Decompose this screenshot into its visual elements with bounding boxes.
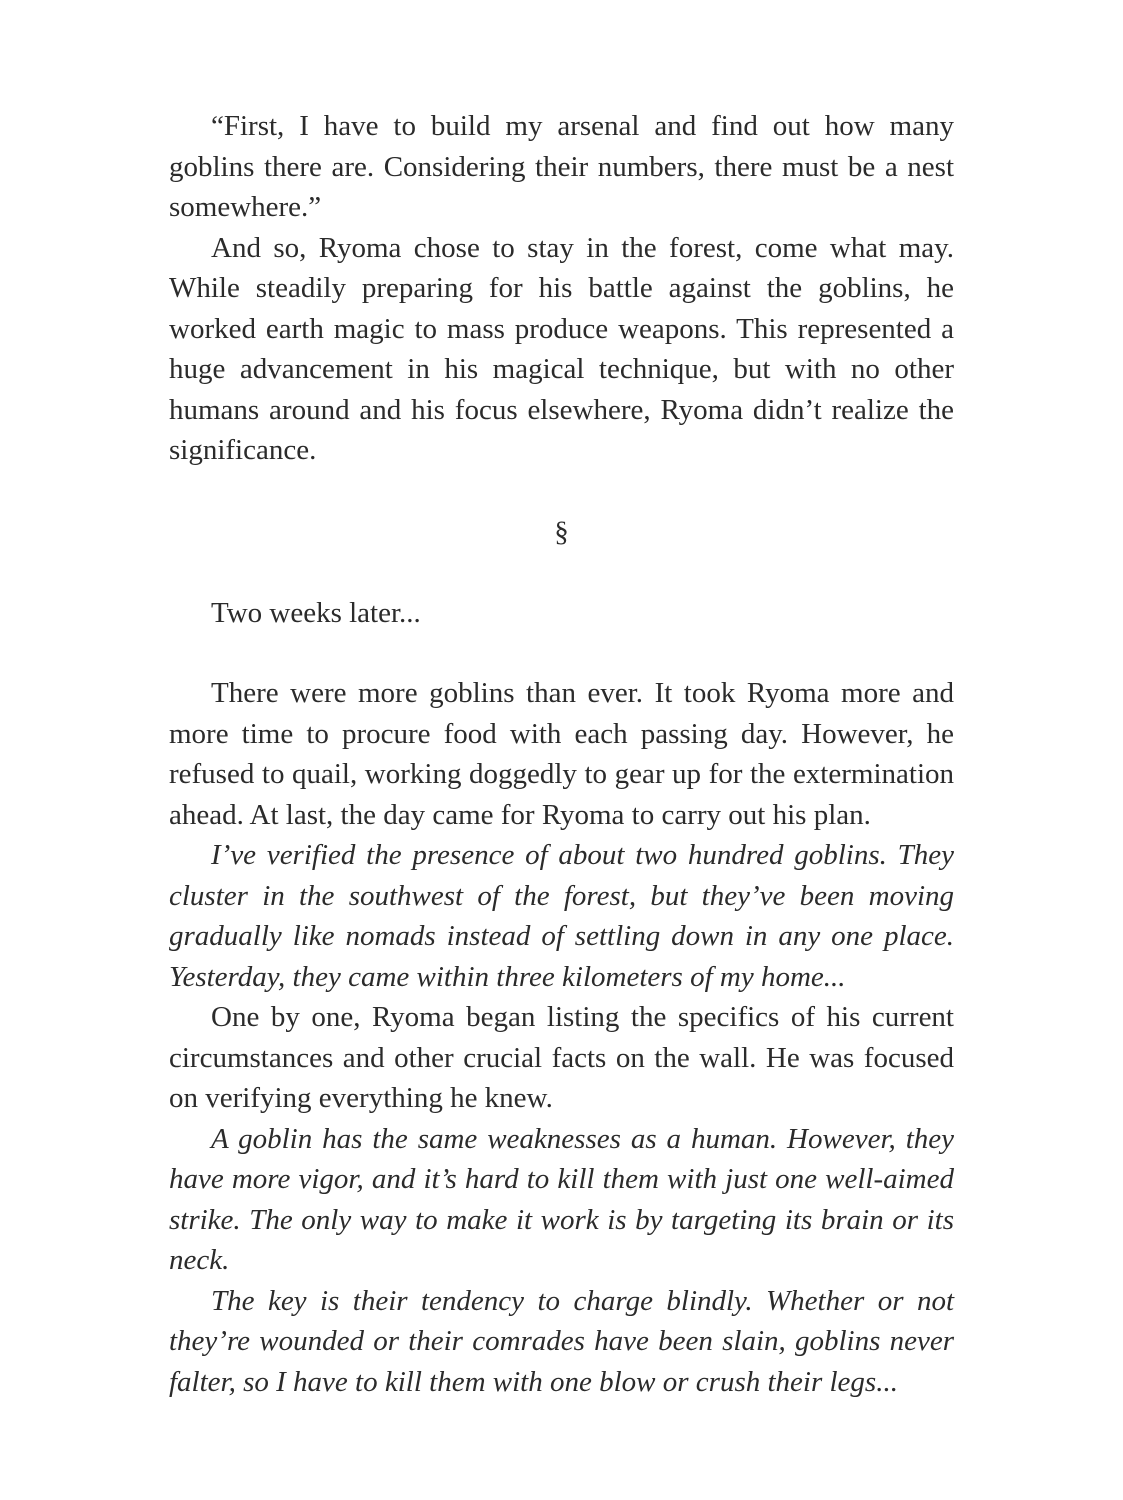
paragraph-inner-thought: The key is their tendency to charge blindly. Whether or not they’re wounded or their comrades have been slain, goblins never falter, so I have to kill them with one blow or crush their legs... [169,1284,954,1398]
text-block-bottom [169,673,954,1402]
paragraph-inner-thought: I’ve verified the presence of about two hundred goblins. They cluster in the southwest of the forest, but they’ve been moving gradually like nomads instead of settling down in any one place. Yesterday, they came within three kilometers of my home... [169,839,954,993]
paragraph-narration: One by one, Ryoma began listing the specifics of his current circumstances and other crucial facts on the wall. He was focused on verifying everything he knew. [169,1001,954,1114]
text-block-top [169,106,954,471]
paragraph-dialogue: “First, I have to build my arsenal and find out how many goblins there are. Considering their numbers, there must be a nest somewhere.” [169,110,954,223]
paragraph-narration: And so, Ryoma chose to stay in the forest, come what may. While steadily preparing for his battle against the goblins, he worked earth magic to mass produce weapons. This represented a huge advancement in his magical technique, but with no other humans around and his focus elsewhere, Ryoma didn’t realize the significance. [169,231,954,466]
paragraph-inner-thought: A goblin has the same weaknesses as a human. However, they have more vigor, and it’s hard to kill them with just one well-aimed strike. The only way to make it work is by targeting its brain or its neck. [169,1122,954,1276]
time-skip-line: Two weeks later... [211,597,421,629]
section-break-mark: § [554,516,569,548]
paragraph-narration: There were more goblins than ever. It took Ryoma more and more time to procure food with each passing day. However, he refused to quail, working doggedly to gear up for the extermination ahead. At last, the day came for Ryoma to carry out his plan. [169,677,954,831]
